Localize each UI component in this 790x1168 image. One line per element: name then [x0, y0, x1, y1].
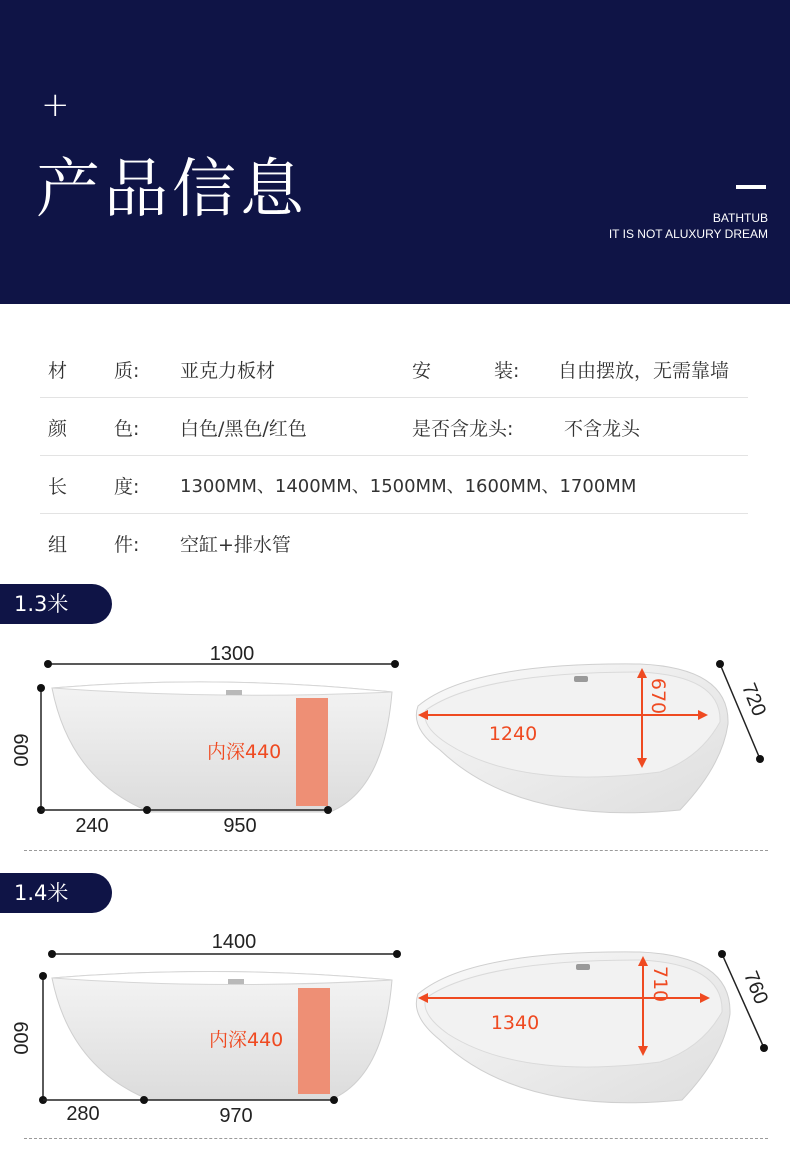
outer-width-label: 760: [739, 968, 773, 1008]
spec-row: [40, 514, 748, 571]
overflow-drain-icon: [228, 979, 244, 984]
spec-value: 1300MM、1400MM、1500MM、1600MM、1700MM: [180, 476, 637, 497]
spec-label: 装:: [494, 360, 520, 382]
page-title: 产品信息: [36, 153, 308, 227]
height-label: 600: [9, 1021, 31, 1055]
drain-icon: [576, 964, 590, 970]
spec-row: [40, 398, 748, 456]
inner-depth-bar: [298, 988, 330, 1094]
spec-label: 质:: [114, 360, 140, 382]
inner-length-label: 1340: [490, 1012, 540, 1034]
header-banner: [0, 0, 790, 304]
spec-value: 自由摆放，无需靠墙: [558, 360, 730, 382]
spec-value: 空缸+排水管: [180, 534, 291, 556]
banner-subtitle-1: BATHTUB: [712, 211, 768, 225]
outer-width-label: 720: [737, 680, 771, 720]
spec-row: [40, 340, 748, 398]
spec-label: 材: [48, 360, 68, 382]
base-label: 970: [219, 1105, 253, 1127]
model-tag-1-3: 1.3米: [0, 584, 112, 624]
inner-length-label: 1240: [488, 723, 538, 745]
spec-value: 亚克力板材: [180, 360, 276, 382]
spec-label: 度:: [114, 476, 140, 498]
model-tag-1-4: 1.4米: [0, 873, 112, 913]
inner-depth-bar: [296, 698, 328, 806]
inner-depth-label: 内深440: [209, 1029, 284, 1051]
spec-label: 色:: [114, 418, 140, 440]
spec-label: 组: [48, 534, 68, 556]
spec-label: 长: [48, 476, 68, 498]
tub-diagram-1-3: [0, 640, 790, 880]
spec-row: [40, 456, 748, 514]
divider: [24, 850, 768, 851]
height-label: 600: [9, 733, 31, 767]
length-label: 1400: [211, 931, 257, 953]
inner-width-label: 710: [649, 965, 671, 1003]
spec-label: 颜: [48, 418, 68, 440]
banner-subtitle-2: IT IS NOT ALUXURY DREAM: [608, 227, 768, 241]
inner-depth-label: 内深440: [207, 741, 282, 763]
overflow-drain-icon: [226, 690, 242, 695]
spec-label: 安: [412, 360, 432, 382]
spec-table: [40, 340, 748, 571]
left-offset-label: 280: [66, 1103, 100, 1125]
spec-label: 是否含龙头:: [412, 418, 514, 440]
spec-value: 不含龙头: [564, 418, 641, 440]
plus-icon: +: [41, 85, 70, 125]
left-offset-label: 240: [75, 815, 109, 837]
drain-icon: [574, 676, 588, 682]
length-label: 1300: [209, 643, 255, 665]
inner-width-label: 670: [647, 677, 669, 715]
divider: [24, 1138, 768, 1139]
tub-diagram-1-4: [0, 928, 790, 1168]
dash-icon: [736, 185, 766, 189]
base-label: 950: [223, 815, 257, 837]
spec-value: 白色/黑色/红色: [180, 418, 307, 440]
spec-label: 件:: [114, 534, 140, 556]
